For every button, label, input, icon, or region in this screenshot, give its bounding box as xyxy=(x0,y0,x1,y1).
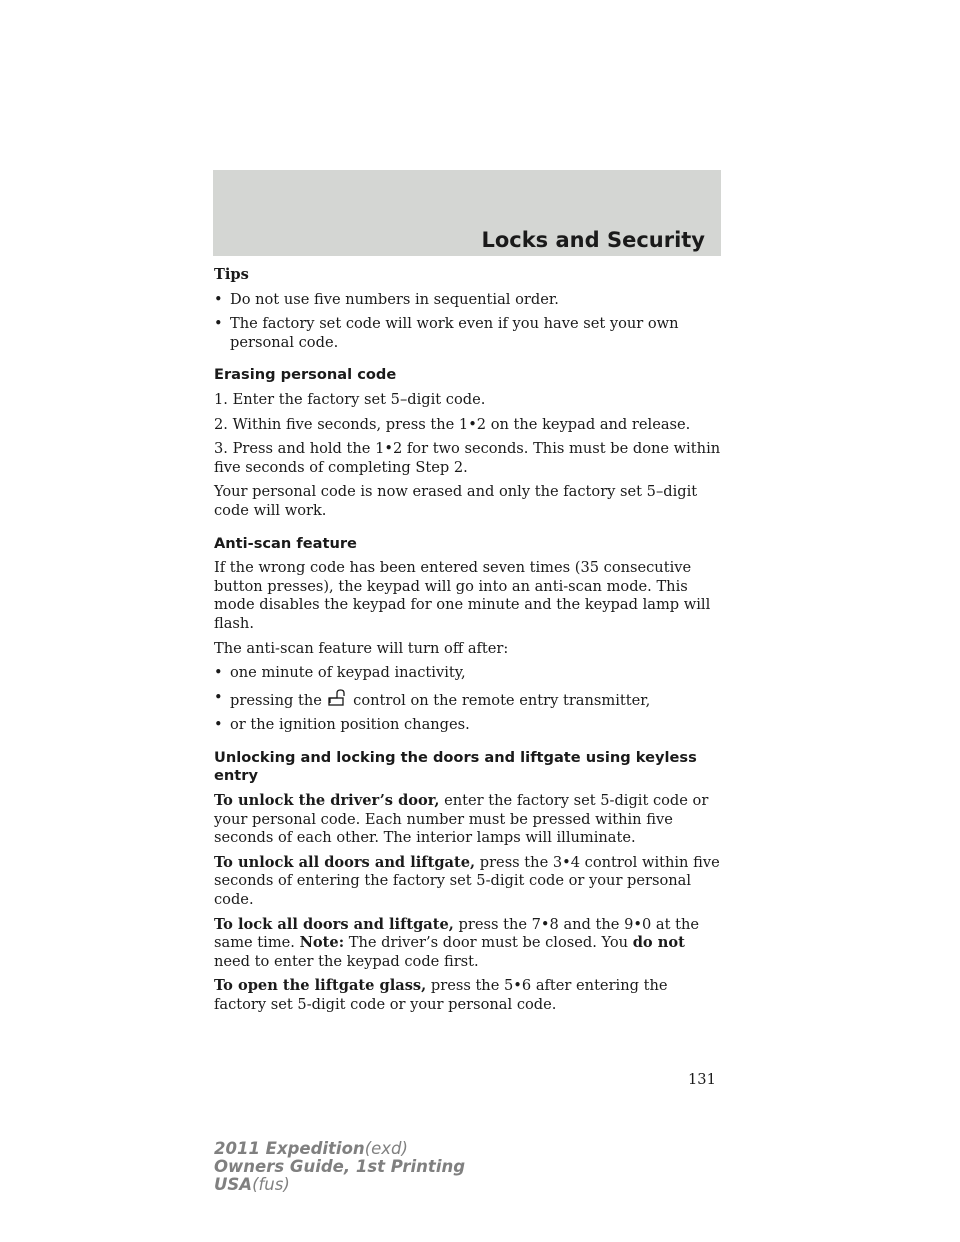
tip-text: The factory set code will work even if you have set your own personal code. xyxy=(230,315,679,351)
keypad-dot: • xyxy=(384,440,393,458)
erasing-step-1: 1. Enter the factory set 5–digit code. xyxy=(214,390,486,408)
page-number: 131 xyxy=(688,1071,716,1088)
bullet-mark: • xyxy=(214,716,223,734)
antiscan-item-text: one minute of keypad inactivity, xyxy=(230,664,466,682)
footer-line-1: 2011 Expedition(exd) xyxy=(214,1139,408,1158)
keypad-dot: • xyxy=(468,415,477,433)
print-footer xyxy=(214,1140,465,1194)
bullet-mark: • xyxy=(214,664,223,682)
section-header-band xyxy=(213,170,721,256)
erasing-heading: Erasing personal code xyxy=(214,366,397,384)
antiscan-paragraph: If the wrong code has been entered seven times (35 consecutive button presses), the keypad will go into an anti-scan mode. This mode disables the keypad for one minute and the keypad lamp will flash. xyxy=(214,559,711,632)
unlock-all-paragraph: To unlock all doors and liftgate, press the 3•4 control within five seconds of entering the factory set 5-digit code or your personal code. xyxy=(214,853,720,909)
page-content xyxy=(214,266,724,1021)
footer-line-2: Owners Guide, 1st Printing xyxy=(214,1157,466,1176)
keypad-dot: • xyxy=(540,915,550,933)
unlock-driver-door-paragraph: To unlock the driver’s door, enter the factory set 5-digit code or your personal code. Each number must be pressed within five seconds of each other. The interior lamps will illuminate. xyxy=(214,792,709,847)
erasing-step-3: 3. Press and hold the 1•2 for two seconds. This must be done within five seconds of completing Step 2. xyxy=(214,440,721,476)
keypad-dot: • xyxy=(633,915,642,933)
antiscan-item xyxy=(214,689,724,711)
bullet-mark: • xyxy=(214,315,223,333)
tips-heading: Tips xyxy=(214,266,249,283)
lock-all-paragraph: To lock all doors and liftgate, press the 7•8 and the 9•0 at the same time. Note: The driver’s door must be closed. You do not need to enter the keypad code first. xyxy=(214,915,700,970)
antiscan-item-text: or the ignition position changes. xyxy=(230,716,470,734)
unlock-icon xyxy=(327,689,349,707)
keypad-dot: • xyxy=(562,853,571,871)
erasing-step-2: 2. Within five seconds, press the 1•2 on the keypad and release. xyxy=(214,415,691,433)
antiscan-item xyxy=(214,716,724,735)
footer-line-3: USA(fus) xyxy=(214,1175,290,1194)
erasing-result: Your personal code is now erased and only the factory set 5–digit code will work. xyxy=(214,483,698,519)
tip-item xyxy=(214,315,724,352)
antiscan-heading: Anti-scan feature xyxy=(214,534,357,552)
liftgate-glass-paragraph: To open the liftgate glass, press the 5•6 after entering the factory set 5-digit code or your personal code. xyxy=(214,977,668,1013)
tip-item xyxy=(214,291,724,310)
bullet-mark: • xyxy=(214,290,223,308)
antiscan-intro: The anti-scan feature will turn off after: xyxy=(214,639,509,657)
antiscan-item-text: pressing the control on the remote entry transmitter, xyxy=(230,692,650,709)
section-title: Locks and Security xyxy=(481,228,705,252)
keyless-heading: Unlocking and locking the doors and liftgate using keyless entry xyxy=(214,748,697,785)
keypad-dot: • xyxy=(513,977,522,995)
bullet-mark: • xyxy=(214,688,223,706)
tip-text: Do not use five numbers in sequential order. xyxy=(230,290,559,308)
antiscan-item xyxy=(214,664,724,683)
